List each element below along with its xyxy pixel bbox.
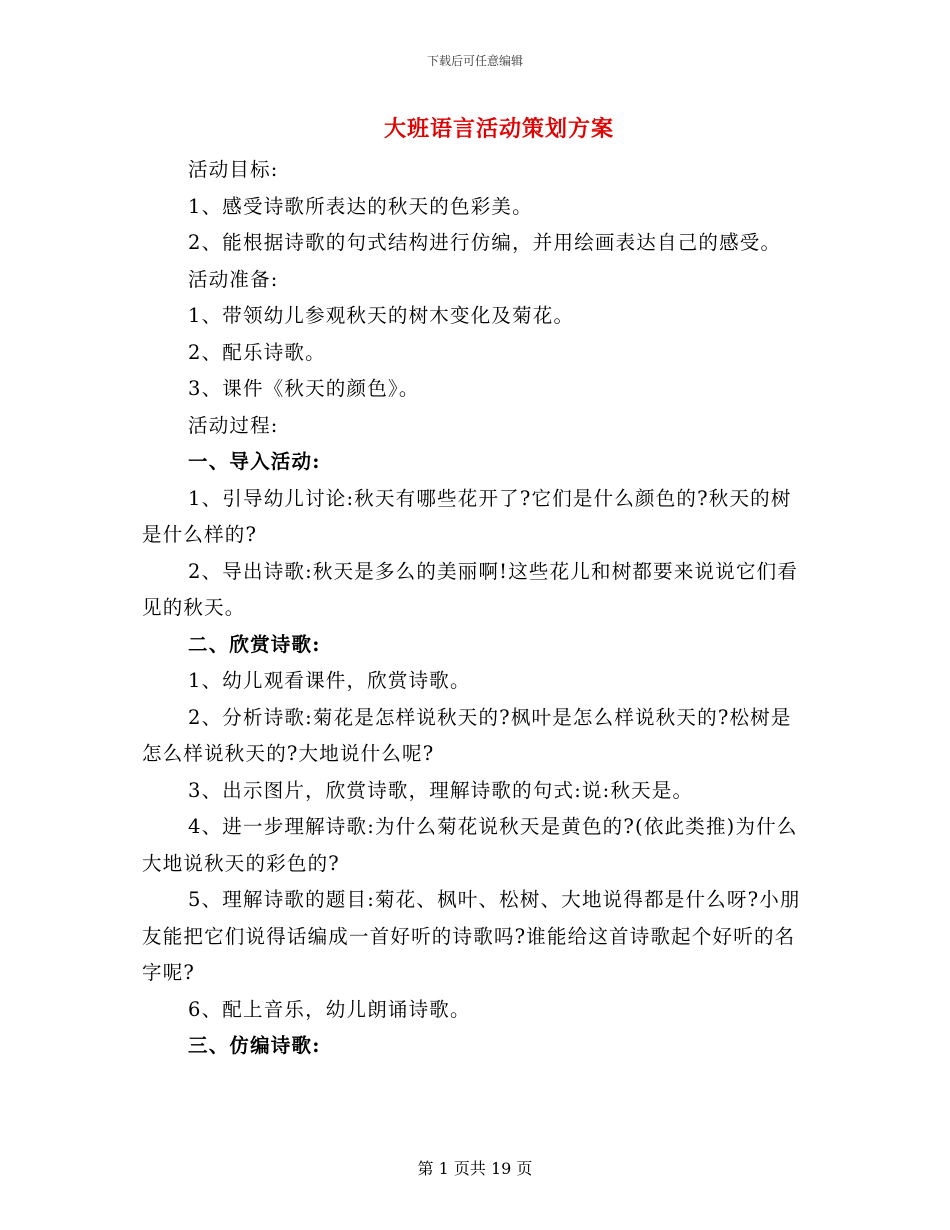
paragraph: 5、理解诗歌的题目:菊花、枫叶、松树、大地说得都是什么呀?小朋友能把它们说得话编成一首好听的诗歌吗?谁能给这首诗歌起个好听的名字呢? <box>142 888 801 984</box>
paragraph: 活动目标: <box>188 158 279 181</box>
paragraph: 1、感受诗歌所表达的秋天的色彩美。 <box>188 194 533 218</box>
section-heading: 一、导入活动: <box>188 450 321 473</box>
page-footer: 第 1 页共 19 页 <box>417 1159 533 1178</box>
paragraph: 4、进一步理解诗歌:为什么菊花说秋天是黄色的?(依此类推)为什么大地说秋天的彩色的? <box>142 815 798 875</box>
paragraph: 活动过程: <box>188 413 279 437</box>
section-heading: 三、仿编诗歌: <box>188 1034 321 1057</box>
paragraph: 3、课件《秋天的颜色》。 <box>188 377 420 400</box>
header-note: 下载后可任意编辑 <box>426 54 523 68</box>
paragraph: 活动准备: <box>188 267 279 291</box>
paragraph: 3、出示图片，欣赏诗歌，理解诗歌的句式:说:秋天是。 <box>188 778 694 802</box>
paragraph: 6、配上音乐，幼儿朗诵诗歌。 <box>188 997 471 1021</box>
document-title: 大班语言活动策划方案 <box>383 116 614 142</box>
paragraph: 1、带领幼儿参观秋天的树木变化及菊花。 <box>188 304 575 327</box>
document-body <box>142 152 806 1065</box>
paragraph: 1、幼儿观看课件，欣赏诗歌。 <box>188 669 471 692</box>
paragraph: 2、能根据诗歌的句式结构进行仿编，并用绘画表达自己的感受。 <box>188 231 782 254</box>
section-heading: 二、欣赏诗歌: <box>188 632 321 656</box>
paragraph: 2、分析诗歌:菊花是怎样说秋天的?枫叶是怎么样说秋天的?松树是怎么样说秋天的?大地说什么呢? <box>142 705 792 765</box>
paragraph: 2、配乐诗歌。 <box>188 340 326 364</box>
paragraph: 1、引导幼儿讨论:秋天有哪些花开了?它们是什么颜色的?秋天的树是什么样的? <box>142 486 792 546</box>
paragraph: 2、导出诗歌:秋天是多么的美丽啊!这些花儿和树都要来说说它们看见的秋天。 <box>142 559 799 619</box>
